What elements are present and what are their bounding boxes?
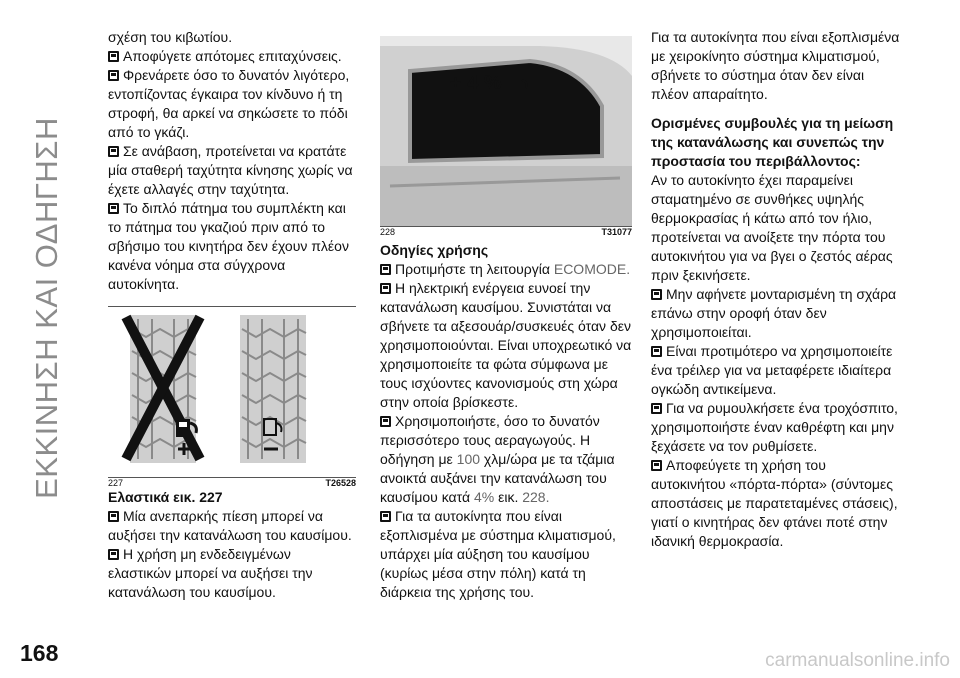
list-item: Η χρήση μη ενδεδειγμένων ελαστικών μπορεί να αυξήσει την κατανάλωση του καυσίμου. bbox=[108, 546, 313, 600]
column-2 bbox=[380, 36, 632, 602]
figure-code: T31077 bbox=[601, 227, 632, 237]
bullet-icon bbox=[651, 460, 662, 471]
figure-number: 228 bbox=[380, 227, 396, 237]
bullet-icon bbox=[108, 146, 119, 157]
section-heading: Οδηγίες χρήσης bbox=[380, 242, 489, 258]
speed-value: 100 bbox=[456, 451, 481, 467]
car-window-illustration bbox=[380, 36, 632, 226]
section-heading: Ορισμένες συμβουλές για τη μείωση της κατανάλωσης και συνεπώς την προστασία του περιβάλλοντος: bbox=[651, 115, 894, 169]
bullet-icon bbox=[651, 346, 662, 357]
figure-code: T26528 bbox=[325, 478, 356, 488]
watermark: carmanualsonline.info bbox=[765, 650, 950, 671]
list-item: Το διπλό πάτημα του συμπλέκτη και το πάτημα του γκαζιού πριν από το σβήσιμο του κινητήρα δεν έχουν πλέον κανένα νόημα στα σύγχρονα αυτοκίνητα. bbox=[108, 200, 349, 292]
bullet-icon bbox=[380, 264, 391, 275]
figure-228 bbox=[380, 36, 632, 237]
consumption-badge: + 4 % bbox=[450, 72, 502, 94]
bullet-icon bbox=[108, 203, 119, 214]
figure-reference: 228. bbox=[522, 489, 550, 505]
page-number: 168 bbox=[20, 640, 59, 666]
list-item: Φρενάρετε όσο το δυνατόν λιγότερο, εντοπίζοντας έγκαιρα τον κίνδυνο ή τη στροφή, θα αρκεί να σηκώσετε το πόδι από το γκάζι. bbox=[108, 67, 350, 140]
bullet-icon bbox=[108, 51, 119, 62]
section-heading: Ελαστικά εικ. 227 bbox=[108, 489, 223, 505]
list-item: Μία ανεπαρκής πίεση μπορεί να αυξήσει την κατανάλωση του καυσίμου. bbox=[108, 508, 352, 543]
bullet-icon bbox=[380, 416, 391, 427]
section-title-text: ΕΚΚΙΝΗΣΗ ΚΑΙ ΟΔΗΓΗΣΗ bbox=[29, 117, 64, 499]
section-side-title bbox=[20, 28, 74, 588]
column-1 bbox=[108, 28, 356, 602]
list-item: Σε ανάβαση, προτείνεται να κρατάτε μία σταθερή ταχύτητα κίνησης χωρίς να έχετε αλλαγές στην ταχύτητα. bbox=[108, 143, 353, 197]
bullet-icon bbox=[380, 511, 391, 522]
bullet-icon bbox=[108, 70, 119, 81]
tire-illustration bbox=[108, 307, 356, 477]
percent-value: 4% bbox=[473, 489, 495, 505]
bullet-icon bbox=[380, 283, 391, 294]
figure-number: 227 bbox=[108, 478, 124, 488]
bullet-icon bbox=[108, 511, 119, 522]
list-item: Για τα αυτοκίνητα που είναι εξοπλισμένα με σύστημα κλιματισμού, υπάρχει μία αύξηση του καυσίμου (κυρίως μέσα στην πόλη) κατά τη διάρκεια της χρήσης του. bbox=[380, 508, 616, 600]
list-item: Αποφύγετε απότομες επιταχύνσεις. bbox=[108, 47, 356, 66]
bullet-icon bbox=[108, 549, 119, 560]
list-item: Χρησιμοποιήστε, όσο το δυνατόν περισσότερο τους αεραγωγούς. Η οδήγηση με 100 χλμ/ώρα με τα τζάμια ανοικτά αυξάνει την κατανάλωση του καυσίμου κατά 4% εικ. 228. bbox=[380, 413, 615, 505]
list-item: Προτιμήστε τη λειτουργία ECOMODE. bbox=[380, 260, 632, 279]
list-item: Είναι προτιμότερο να χρησιμοποιείτε ένα τρέιλερ για να μεταφέρετε ιδιαίτερα ογκώδη αντικείμενα. bbox=[651, 343, 893, 397]
list-item: Αποφεύγετε τη χρήση του αυτοκινήτου «πόρτα-πόρτα» (σύντομες αποστάσεις με παρατεταμένες στάσεις), γιατί ο κινητήρας δεν φτάνει ποτέ στην ιδανική θερμοκρασία. bbox=[651, 457, 898, 549]
col1-intro: σχέση του κιβωτίου. bbox=[108, 29, 233, 45]
list-item: Για να ρυμουλκήσετε ένα τροχόσπιτο, χρησιμοποιήστε έναν καθρέφτη και μην ξεχάσετε να τον ρυθμίσετε. bbox=[651, 400, 898, 454]
figure-227 bbox=[108, 306, 356, 488]
col3-intro: Για τα αυτοκίνητα που είναι εξοπλισμένα με χειροκίνητο σύστημα κλιματισμού, σβήνετε το σύστημα όταν δεν είναι πλέον απαραίτητο. bbox=[651, 29, 900, 102]
column-3 bbox=[651, 28, 903, 551]
list-item: Μην αφήνετε μονταρισμένη τη σχάρα επάνω στην οροφή όταν δεν χρησιμοποιείται. bbox=[651, 286, 897, 340]
bullet-icon bbox=[651, 289, 662, 300]
list-item: Η ηλεκτρική ενέργεια ευνοεί την κατανάλωση καυσίμου. Συνιστάται να σβήνετε τα αξεσουάρ/συσκευές όταν δεν χρησιμοποιούνται. Είναι υποχρεωτικό να χρησιμοποιείτε τα φώτα σύμφωνα με τους ισχύοντες κανονισμούς στη χώρα στην οποία βρίσκεστε. bbox=[380, 280, 632, 410]
paragraph: Αν το αυτοκίνητο έχει παραμείνει σταματημένο σε συνθήκες υψηλής θερμοκρασίας ή κάτω από τον ήλιο, προτείνεται να ανοίξετε την πόρτα του αυτοκινήτου για να βγει ο ζεστός αέρας πριν ξεκινήσετε. bbox=[651, 172, 893, 283]
bullet-icon bbox=[651, 403, 662, 414]
mode-name: ECOMODE. bbox=[553, 261, 631, 277]
